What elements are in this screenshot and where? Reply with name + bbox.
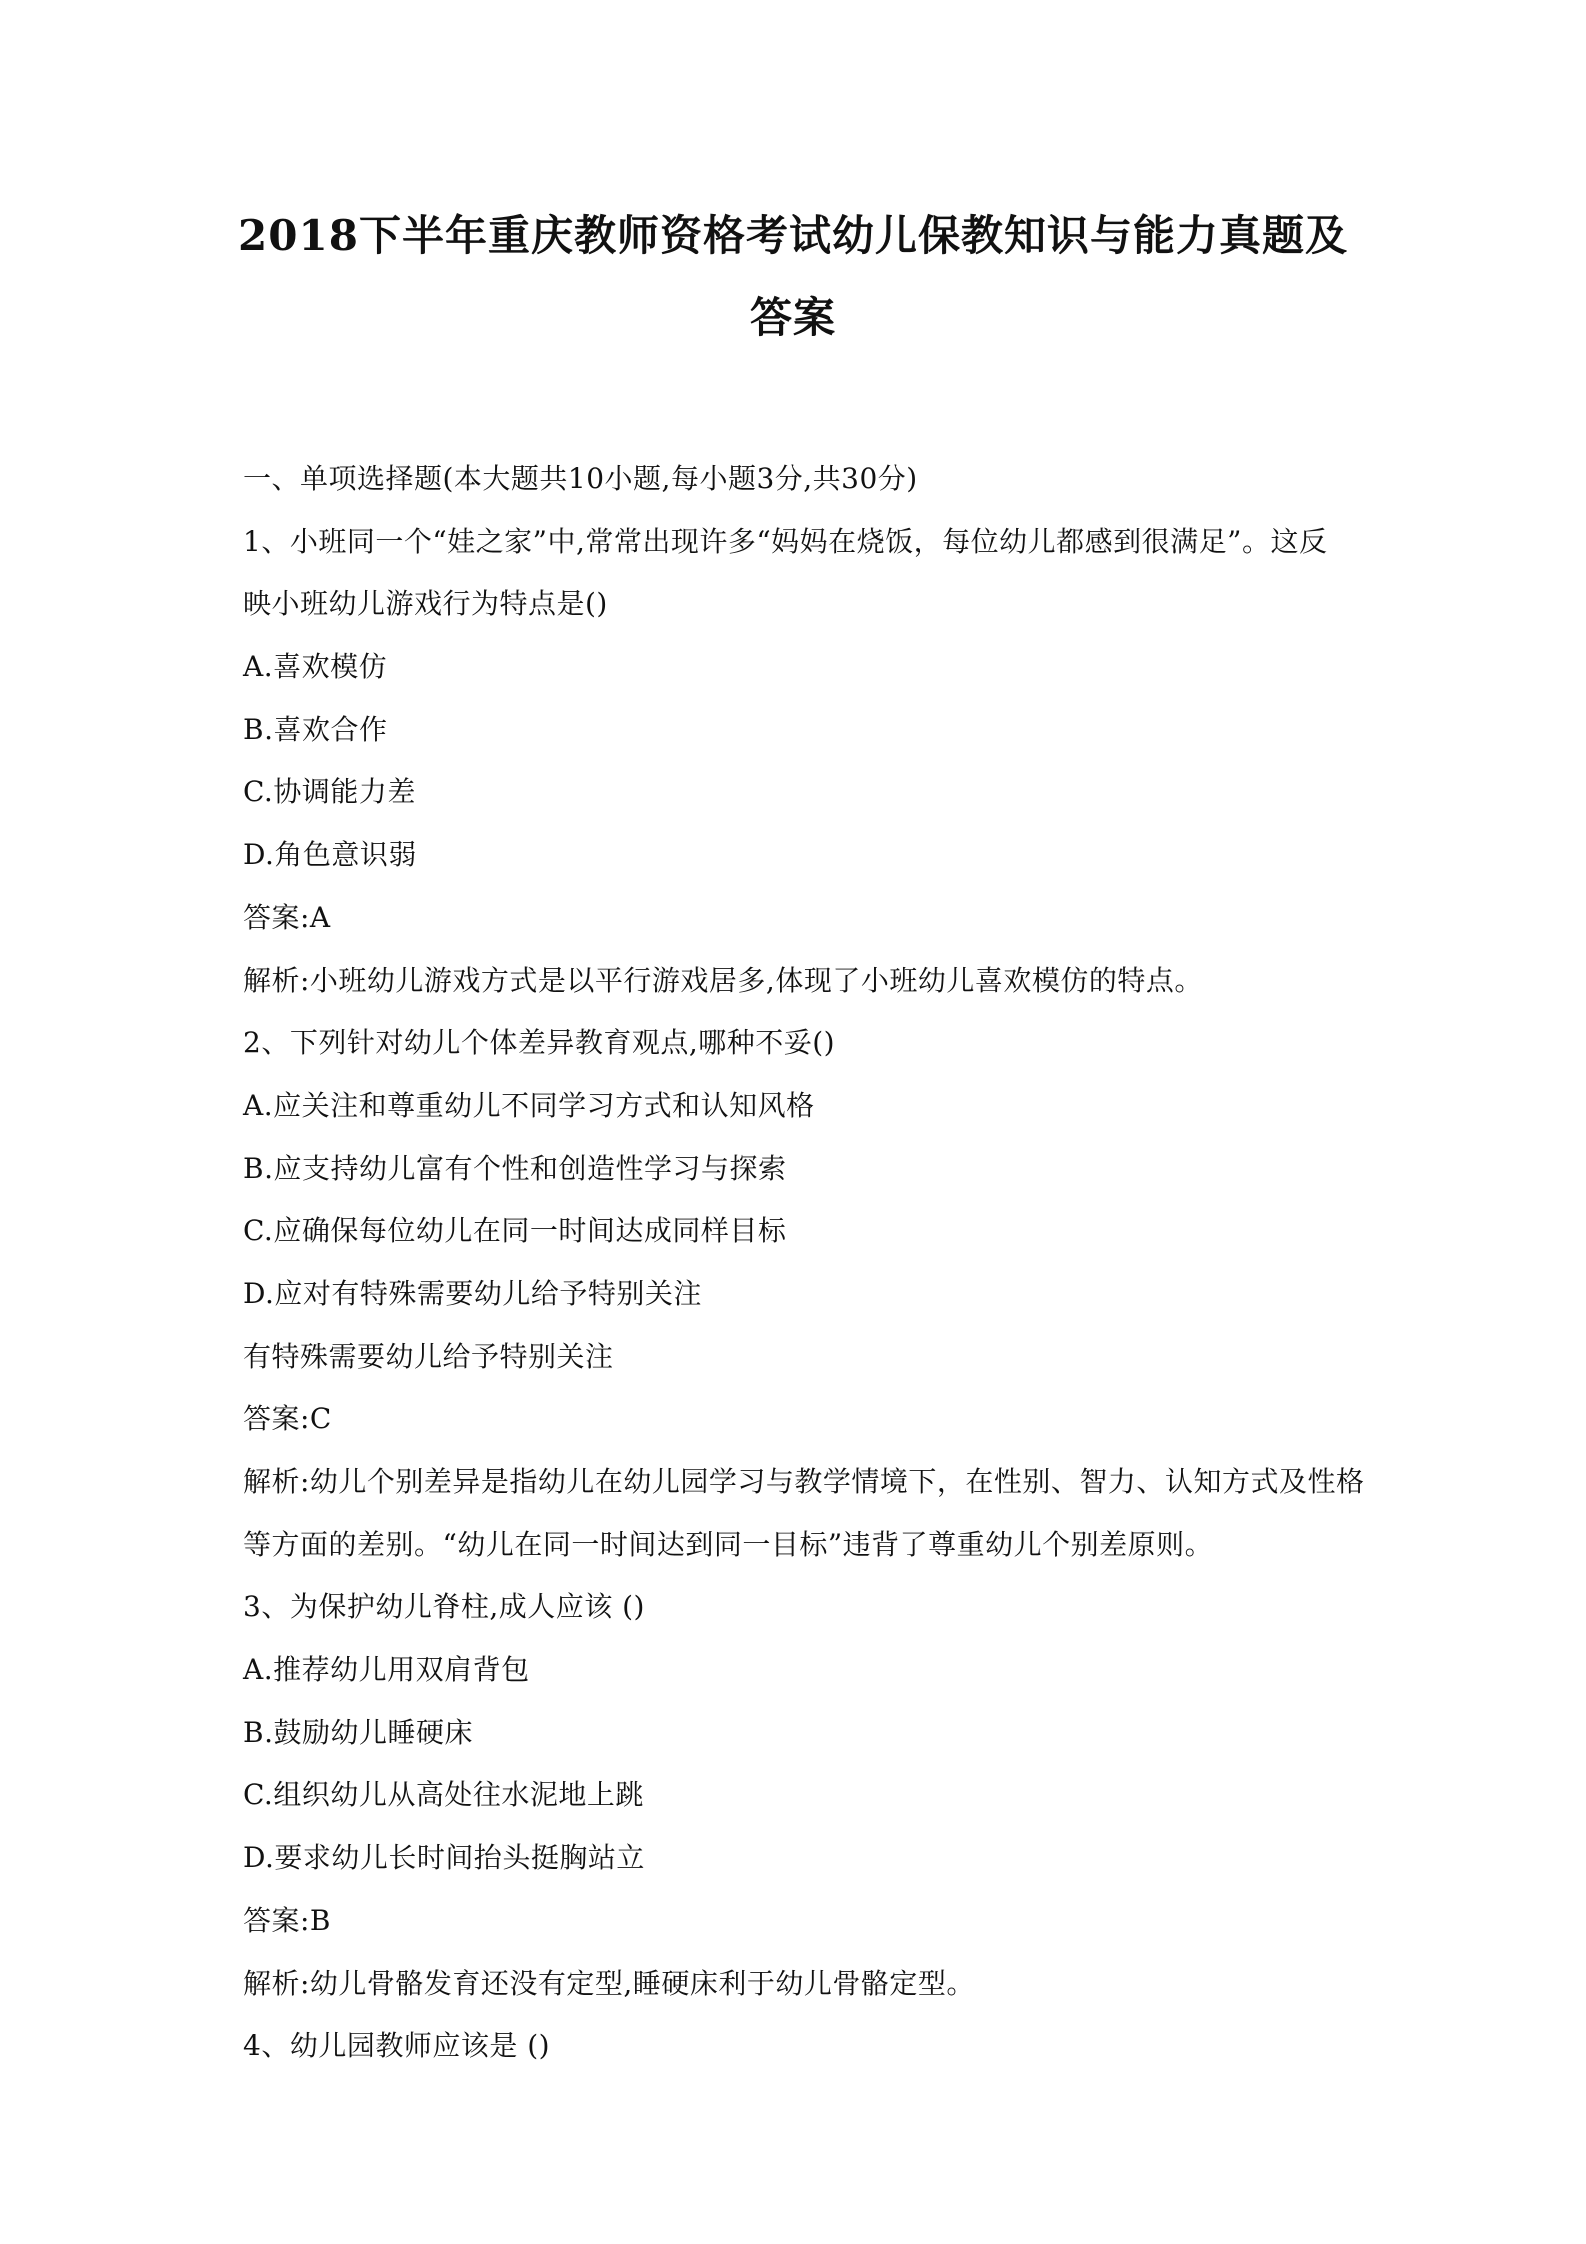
question-3-option-d: D.要求幼儿长时间抬头挺胸站立	[243, 1841, 645, 1875]
question-3-stem: 3、为保护幼儿脊柱,成人应该 ()	[243, 1590, 645, 1624]
question-1-option-d: D.角色意识弱	[243, 838, 417, 872]
question-1-explanation: 解析:小班幼儿游戏方式是以平行游戏居多,体现了小班幼儿喜欢模仿的特点。	[243, 963, 1203, 997]
question-2-option-a: A.应关注和尊重幼儿不同学习方式和认知风格	[243, 1088, 815, 1122]
question-2-explanation: 解析:幼儿个别差异是指幼儿在幼儿园学习与教学情境下，在性别、智力、认知方式及性格	[243, 1465, 1365, 1498]
document-title-line-2: 答案	[749, 293, 836, 342]
question-3-option-b: B.鼓励幼儿睡硬床	[243, 1715, 473, 1749]
question-2-option-c: C.应确保每位幼儿在同一时间达成同样目标	[243, 1214, 787, 1248]
question-1-answer: 答案:A	[243, 900, 331, 934]
document-body	[243, 448, 1365, 2078]
question-2-extra-line: 有特殊需要幼儿给予特别关注	[243, 1339, 614, 1373]
question-1-stem-continued: 映小班幼儿游戏行为特点是()	[243, 587, 608, 621]
question-3-answer: 答案:B	[243, 1903, 332, 1937]
question-2-answer: 答案:C	[243, 1402, 332, 1436]
question-2-stem: 2、下列针对幼儿个体差异教育观点,哪种不妥()	[243, 1026, 836, 1060]
question-2-explanation-continued: 等方面的差别。“幼儿在同一时间达到同一目标”违背了尊重幼儿个别差原则。	[243, 1527, 1214, 1561]
section-heading: 一、单项选择题(本大题共10小题,每小题3分,共30分)	[243, 462, 918, 495]
question-4-stem: 4、幼儿园教师应该是 ()	[243, 2029, 551, 2063]
question-2-option-b: B.应支持幼儿富有个性和创造性学习与探索	[243, 1151, 787, 1185]
question-2-option-d: D.应对有特殊需要幼儿给予特别关注	[243, 1276, 702, 1310]
question-1-option-a: A.喜欢模仿	[243, 650, 388, 684]
document-title-line-1: 2018下半年重庆教师资格考试幼儿保教知识与能力真题及	[238, 211, 1348, 260]
question-1-stem: 1、小班同一个“娃之家”中,常常出现许多“妈妈在烧饭，每位幼儿都感到很满足”。这反	[243, 524, 1328, 558]
question-1-option-c: C.协调能力差	[243, 775, 416, 809]
question-3-option-a: A.推荐幼儿用双肩背包	[243, 1653, 530, 1687]
question-3-option-c: C.组织幼儿从高处往水泥地上跳	[243, 1778, 644, 1812]
question-3-explanation: 解析:幼儿骨骼发育还没有定型,睡硬床利于幼儿骨骼定型。	[243, 1966, 975, 2000]
question-1-option-b: B.喜欢合作	[243, 712, 388, 746]
